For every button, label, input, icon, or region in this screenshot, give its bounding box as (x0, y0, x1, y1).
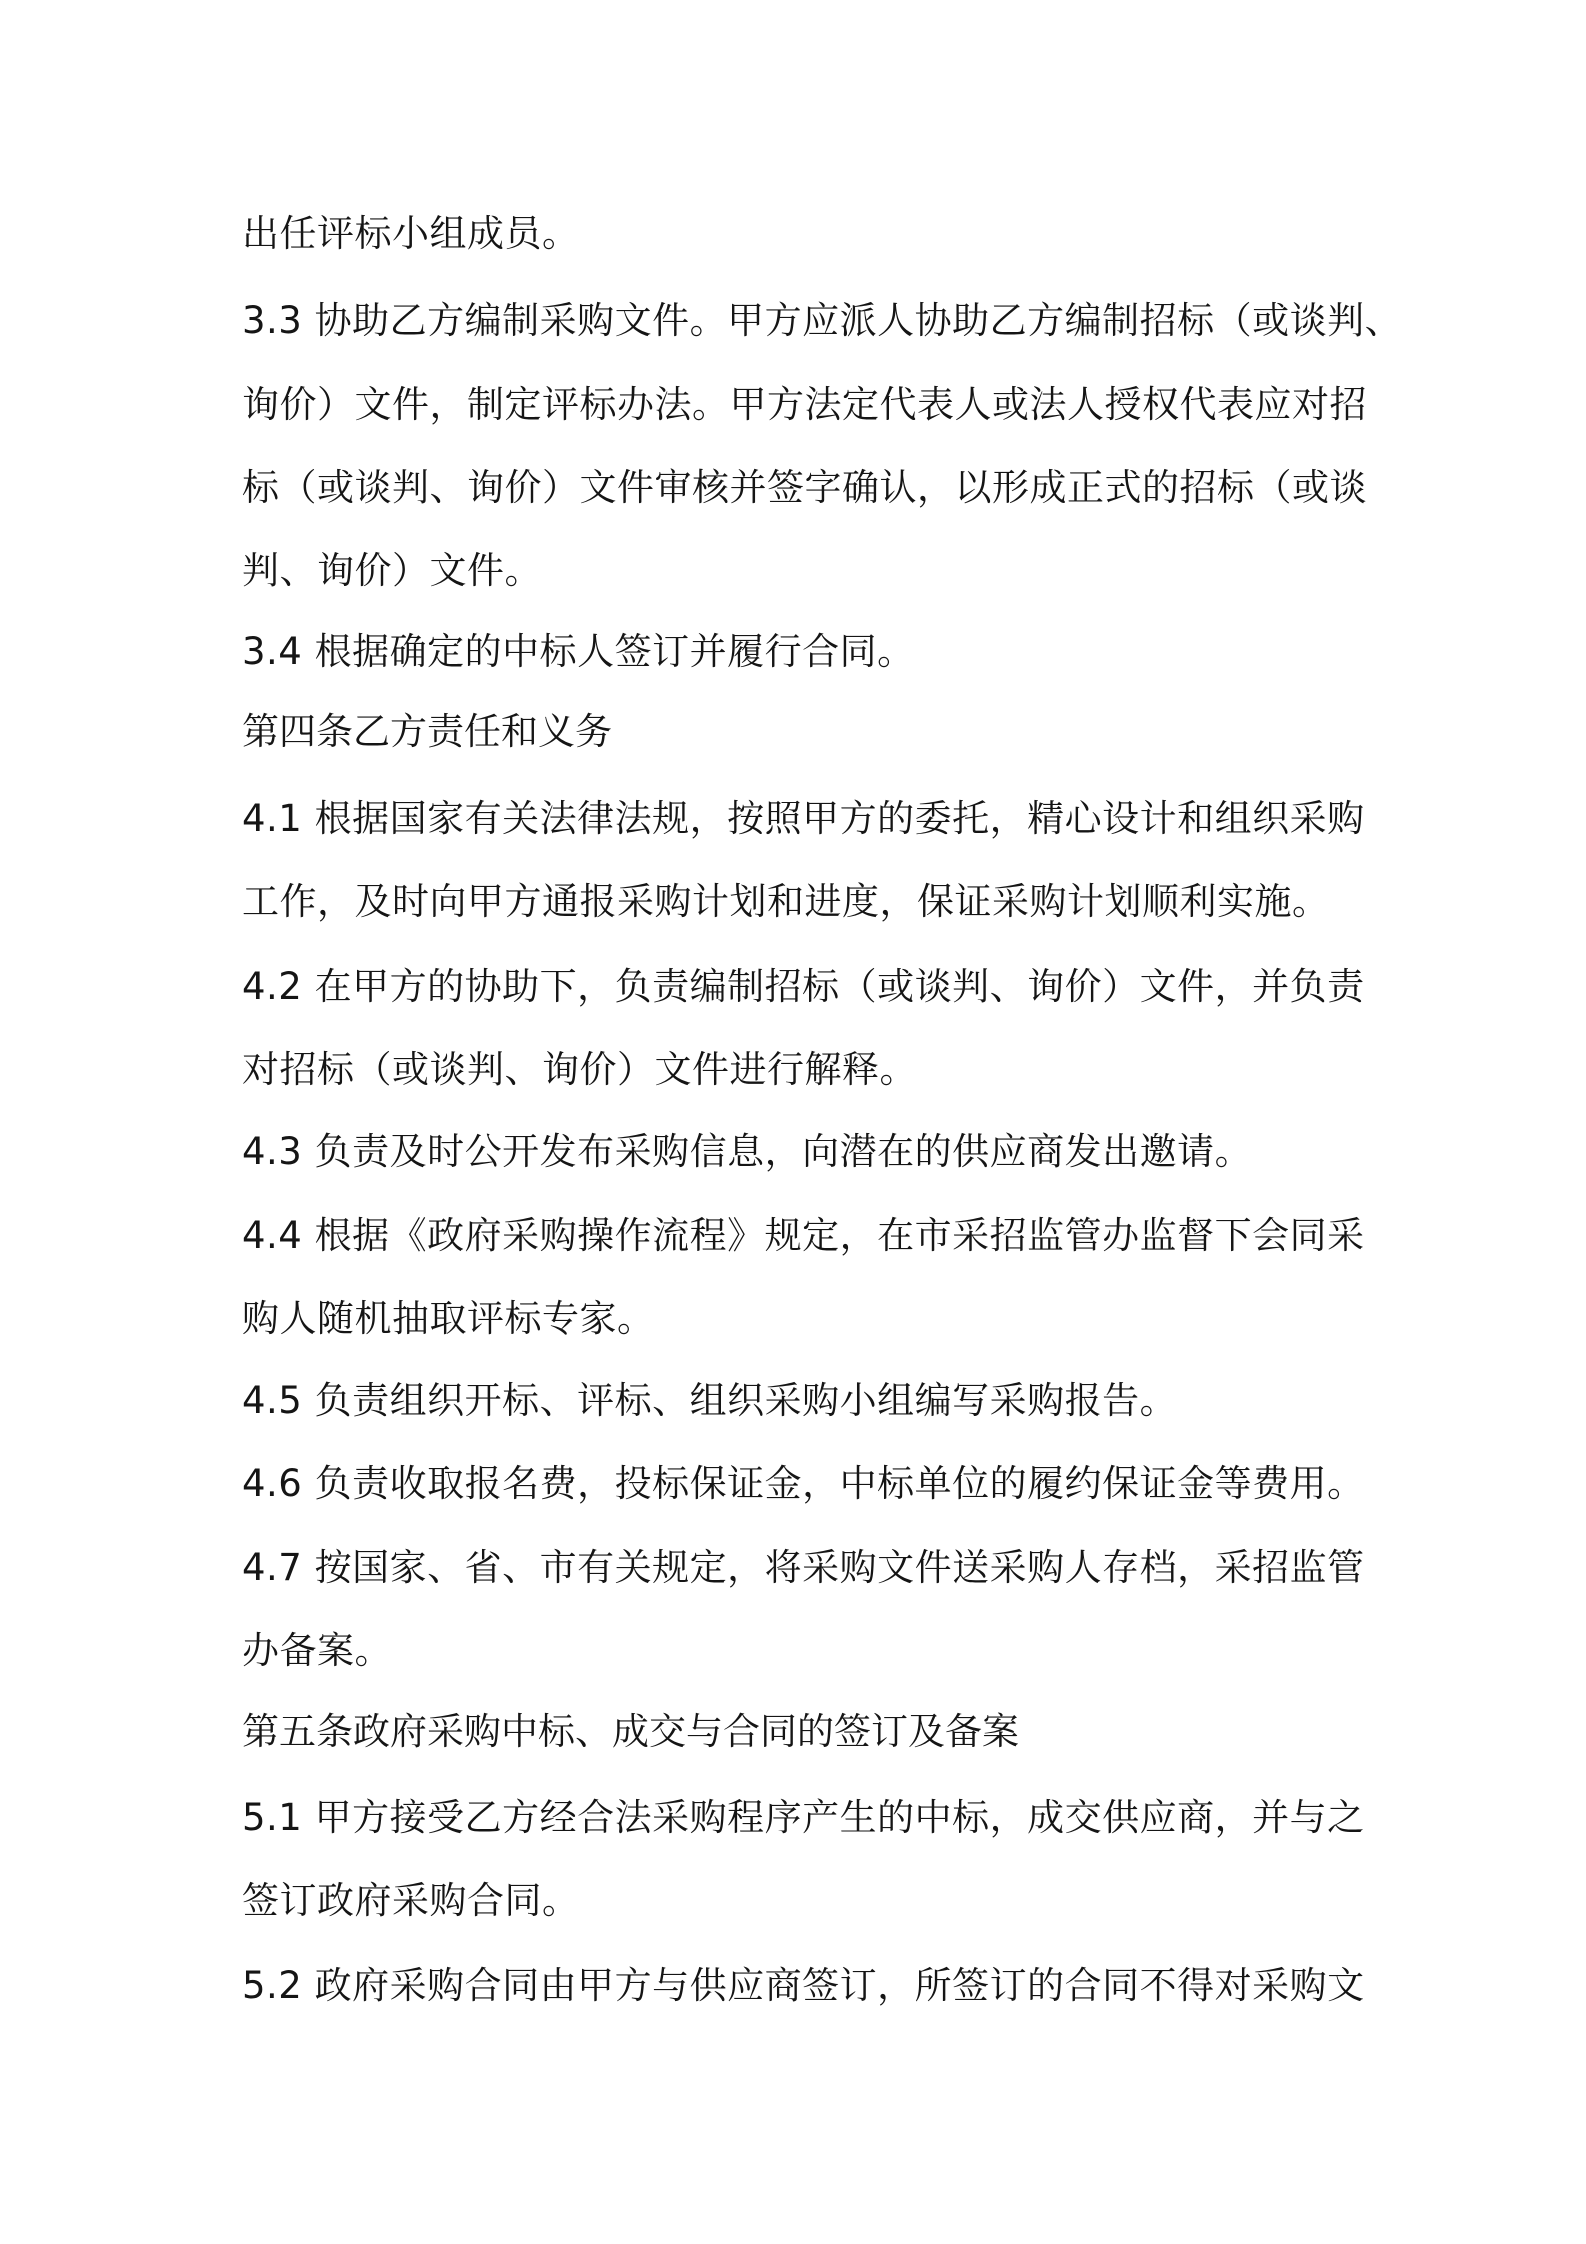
clause-4-6: 4.6 负责收取报名费，投标保证金，中标单位的履约保证金等费用。 (242, 1462, 1365, 1505)
text-line: 询价）文件，制定评标办法。甲方法定代表人或法人授权代表应对招 (242, 383, 1367, 426)
clause-4-5: 4.5 负责组织开标、评标、组织采购小组编写采购报告。 (242, 1379, 1178, 1422)
text-line: 购人随机抽取评标专家。 (242, 1297, 655, 1340)
text-line: 标（或谈判、询价）文件审核并签字确认，以形成正式的招标（或谈 (242, 466, 1367, 509)
clause-4-7: 4.7 按国家、省、市有关规定，将采购文件送采购人存档，采招监管 (242, 1546, 1365, 1589)
clause-5-1: 5.1 甲方接受乙方经合法采购程序产生的中标，成交供应商，并与之 (242, 1796, 1365, 1839)
text-line: 对招标（或谈判、询价）文件进行解释。 (242, 1048, 917, 1091)
clause-5-2: 5.2 政府采购合同由甲方与供应商签订，所签订的合同不得对采购文 (242, 1964, 1365, 2007)
clause-4-3: 4.3 负责及时公开发布采购信息，向潜在的供应商发出邀请。 (242, 1130, 1253, 1173)
clause-4-4: 4.4 根据《政府采购操作流程》规定，在市采招监管办监督下会同采 (242, 1214, 1365, 1257)
clause-4-1: 4.1 根据国家有关法律法规，按照甲方的委托，精心设计和组织采购 (242, 797, 1365, 840)
section-heading-4: 第四条乙方责任和义务 (242, 710, 612, 753)
text-line: 签订政府采购合同。 (242, 1879, 580, 1922)
clause-3-3: 3.3 协助乙方编制采购文件。甲方应派人协助乙方编制招标（或谈判、 (242, 299, 1403, 342)
text-line: 判、询价）文件。 (242, 549, 542, 592)
clause-3-4: 3.4 根据确定的中标人签订并履行合同。 (242, 630, 915, 673)
clause-4-2: 4.2 在甲方的协助下，负责编制招标（或谈判、询价）文件，并负责 (242, 965, 1365, 1008)
text-line: 出任评标小组成员。 (242, 212, 580, 255)
text-line: 办备案。 (242, 1629, 392, 1672)
text-line: 工作，及时向甲方通报采购计划和进度，保证采购计划顺利实施。 (242, 880, 1330, 923)
section-heading-5: 第五条政府采购中标、成交与合同的签订及备案 (242, 1710, 1019, 1753)
